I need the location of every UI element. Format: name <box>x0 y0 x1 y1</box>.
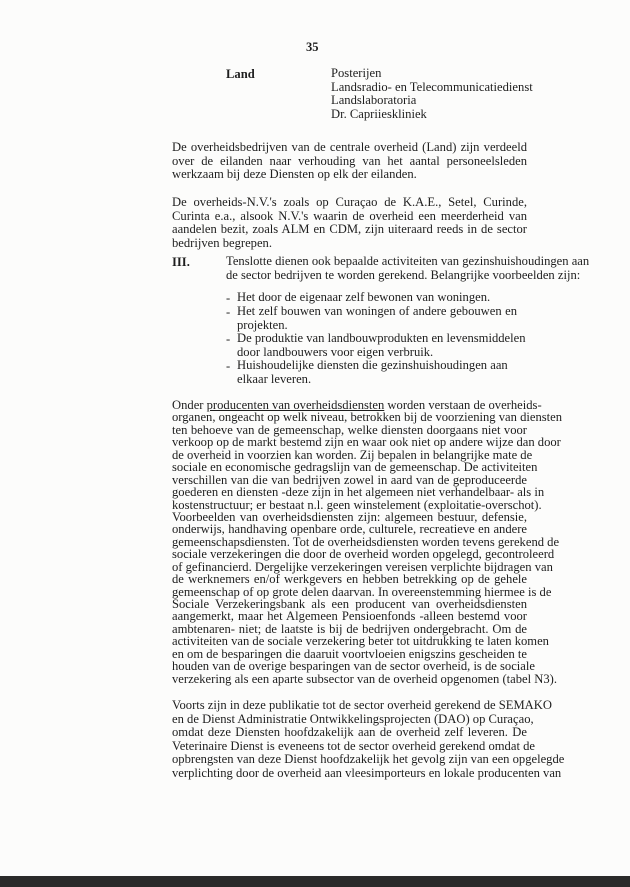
bullet-dash: - <box>226 332 231 346</box>
text-line: elkaar leveren. <box>237 371 312 386</box>
text-line: bedrijven begrepen. <box>172 235 273 250</box>
text-line: projekten. <box>237 317 288 332</box>
text-line: Curinta e.a., alsook N.V.'s waarin de overheid een meerderheid van <box>172 208 527 223</box>
text-line: Tenslotte dienen ook bepaalde activiteiten van gezinshuishoudingen aan <box>226 254 590 268</box>
text-run: Onder <box>172 398 207 412</box>
text-line: sociale en economische gedragslijn van de gemeenschap. De activiteiten <box>172 460 538 475</box>
text-line: Veterinaire Dienst is eveneens tot de sector overheid gerekend omdat de <box>172 738 535 753</box>
text-line: opbrengsten van deze Dienst hoofdzakelijk het gevolg zijn van een opgelegde <box>172 752 565 767</box>
text-line: goederen en diensten -deze zijn in het algemeen niet verhandelbaar- als in <box>172 485 545 500</box>
text-line: Het door de eigenaar zelf bewonen van woningen. <box>237 290 491 304</box>
text-line: verplichting door de overheid aan vleesimporteurs en lokale producenten van <box>172 765 562 780</box>
text-line: organen, ongeacht op welk niveau, betrokken bij de voorziening van diensten <box>172 410 563 425</box>
text-line: activiteiten van de sociale verzekering beter tot uitdrukking te laten komen <box>172 634 549 649</box>
text-line: Sociale Verzekeringsbank als een producent van overheidsdiensten <box>172 597 527 611</box>
text-line: houden van de overige besparingen van de sector overheid, is de sociale <box>172 659 535 674</box>
text-line: Voorbeelden van overheidsdiensten zijn: algemeen bestuur, defensie, <box>172 509 527 524</box>
bullet-dash: - <box>226 359 231 373</box>
text-line: de sector bedrijven te worden gerekend. Belangrijke voorbeelden zijn: <box>226 267 581 282</box>
paragraph-overheids-nv <box>172 196 527 250</box>
text-line: Voorts zijn in deze publikatie tot de sector overheid gerekend de SEMAKO <box>172 698 552 712</box>
land-service: Landsradio- en Telecommunicatiedienst <box>331 79 533 94</box>
text-line: Huishoudelijke diensten die gezinshuishoudingen aan <box>237 358 508 372</box>
land-label: Land <box>226 67 255 81</box>
page-number: 35 <box>306 40 319 54</box>
text-line: verzekering als een aparte subsector van de overheid opgenomen (tabel N3). <box>172 671 557 686</box>
text-line: aandelen bezit, zoals ALM en CDM, zijn uiteraard reeds in de sector <box>172 222 527 237</box>
text-line: De overheidsbedrijven van de centrale overheid (Land) zijn verdeeld <box>172 140 527 154</box>
text-line: verschillen van die van bedrijven zowel in aard van de geproduceerde <box>172 472 527 487</box>
section-numeral: III. <box>172 255 190 269</box>
text-line: ten behoeve van de gemeenschap, welke diensten doorgaans niet voor <box>172 422 527 437</box>
text-line: De overheids-N.V.'s zoals op Curaçao de K.A.E., Setel, Curinde, <box>172 195 527 209</box>
text-line: of gefinancierd. Dergelijke verzekeringen vereisen verplichte bijdragen van <box>172 559 553 574</box>
paragraph-overheidsbedrijven <box>172 141 527 182</box>
text-run: worden verstaan de overheids- <box>384 398 542 412</box>
text-line: aangemerkt, maar het Algemeen Pensioenfonds -alleen bestemd voor <box>172 609 527 624</box>
text-line: omdat deze Diensten hoofdzakelijk aan de overheid zelf leveren. De <box>172 725 527 740</box>
bullet-dash: - <box>226 291 231 305</box>
paragraph-voorts <box>172 698 565 781</box>
text-line: ambtenaren- niet; de laatste is bij de bedrijven ondergebracht. Om de <box>172 621 527 636</box>
text-line: gemeenschapsdiensten. Tot de overheidsdiensten worden tevens gerekend de <box>172 534 560 549</box>
land-service: Dr. Capriieskliniek <box>331 106 427 121</box>
text-line: de overheid in voorzien kan worden. Zij bepalen in belangrijke mate de <box>172 447 533 462</box>
land-services-list <box>331 67 533 121</box>
scan-edge <box>0 876 630 887</box>
text-line: De produktie van landbouwprodukten en levensmiddelen <box>237 331 526 345</box>
text-line: gemeenschap of op grote delen daarvan. In overeenstemming hiermee is de <box>172 584 552 599</box>
text-line: verkoop op de markt bestemd zijn en waar ook niet op andere wijze dan door <box>172 435 561 450</box>
text-line: en de Dienst Administratie Ontwikkelingsprojecten (DAO) op Curaçao, <box>172 711 534 726</box>
text-line: door landbouwers voor eigen verbruik. <box>237 344 434 359</box>
land-service: Posterijen <box>331 66 382 80</box>
text-line: over de eilanden naar verhouding van het aantal personeelsleden <box>172 153 527 168</box>
section3-intro <box>226 254 590 282</box>
paragraph-producenten-overheidsdiensten <box>172 398 563 686</box>
text-line: en om de besparingen die daaruit voortvloeien enigszins gescheiden te <box>172 646 527 661</box>
bullet-dash: - <box>226 305 231 319</box>
text-line: Het zelf bouwen van woningen of andere gebouwen en <box>237 304 517 318</box>
text-line: onderwijs, handhaving openbare orde, culturele, recreatieve en andere <box>172 522 527 537</box>
land-service: Landslaboratoria <box>331 93 417 108</box>
text-line: de werknemers en/of werkgevers en hebben betrekking op de gehele <box>172 572 527 587</box>
text-line: kostenstructuur; er bestaat n.l. geen winstelement (exploitatie-overschot). <box>172 497 542 512</box>
text-line: sociale verzekeringen die door de overheid worden opgelegd, gecontroleerd <box>172 547 555 562</box>
text-line: werkzaam bij deze Diensten op elk der eilanden. <box>172 167 417 182</box>
underlined-term: producenten van overheidsdiensten <box>206 398 385 412</box>
